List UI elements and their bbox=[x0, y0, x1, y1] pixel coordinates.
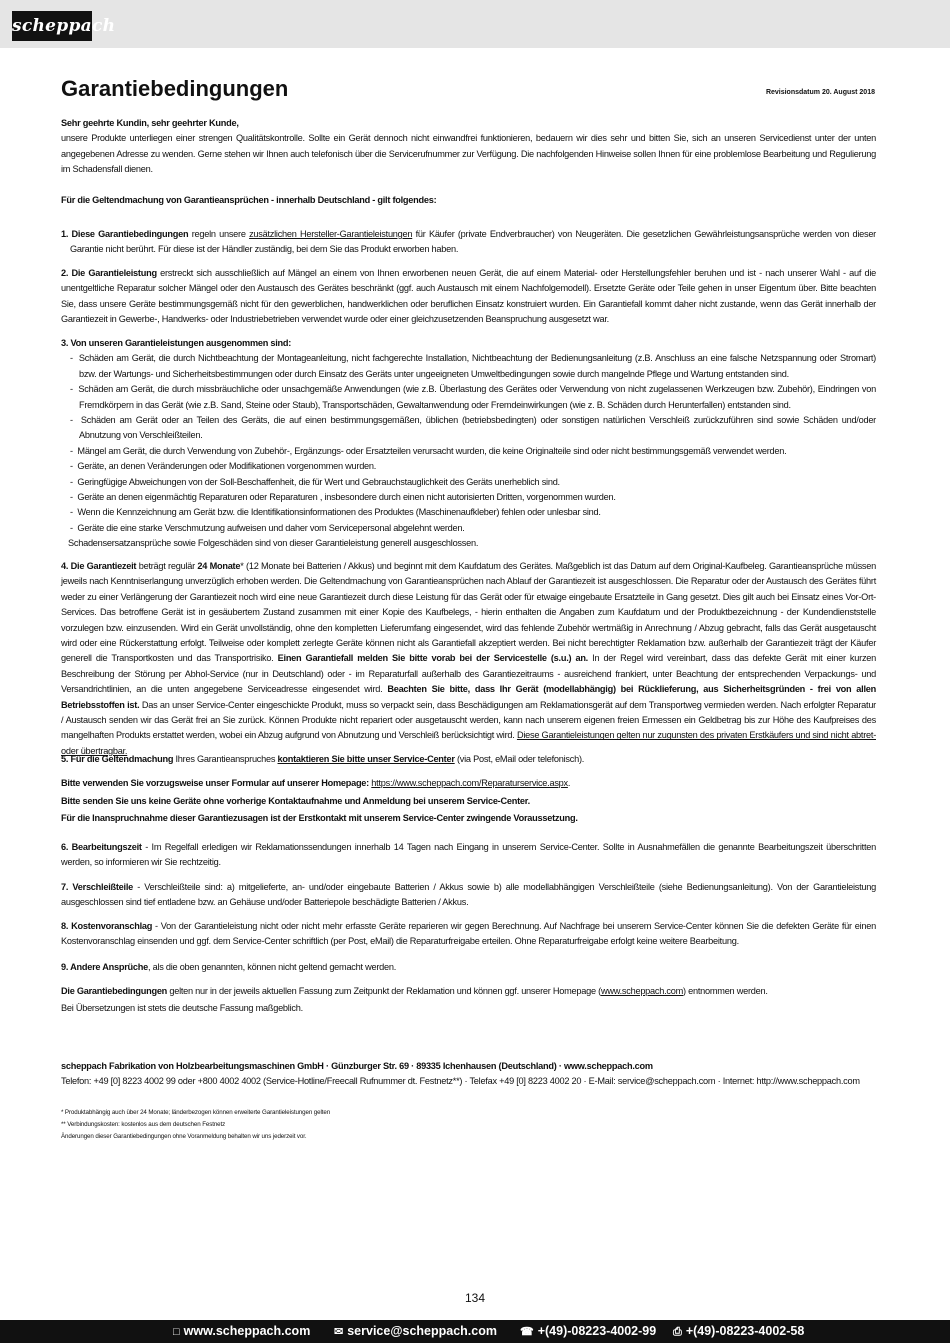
page-title: Garantiebedingungen bbox=[61, 76, 289, 101]
s1-text-2: für Käufer (private Endverbraucher) von Neugeräten. Die gesetzlichen Gewährleistungsansprüche werden von dieser Garantie nicht berührt. Für diese ist der Händler zuständig, bei dem Sie das Produkt erworben haben. bbox=[70, 229, 876, 255]
footer-bar bbox=[0, 1320, 950, 1343]
s3-item: - Schäden am Gerät, die durch Nichtbeachtung der Montageanleitung, nicht fachgerechte Installation, Nichtbeachtung der Bedienungsanleitung (z.B. Anschluss an eine falsche Netzspannung oder Stromart) bzw. der Wartungs- und Sicherheitsbestimmungen oder durch Einsatz des Geräts unter ungeeigneten Umweltbedingungen sowie durch mangelnde Pflege und Wartung entstanden sind. bbox=[70, 353, 876, 379]
s3-item: - Geringfügige Abweichungen von der Soll-Beschaffenheit, die für Wert und Gebrauchstauglichkeit des Geräts unerheblich sind. bbox=[70, 476, 560, 487]
s3-item: - Geräte an denen eigenmächtig Reparaturen oder Reparaturen , insbesondere durch einen nicht autorisierten Dritten, vorgenommen wurden. bbox=[70, 492, 616, 503]
monitor-icon: □ bbox=[173, 1326, 180, 1338]
company-line-1: scheppach Fabrikation von Holzbearbeitungsmaschinen GmbH · Günzburger Str. 69 · 89335 Ichenhausen (Deutschland) · www.scheppach.com bbox=[61, 1061, 653, 1071]
section-6: 6. Bearbeitungszeit - Im Regelfall erledigen wir Reklamationssendungen innerhalb 14 Tagen nach Eingang in unserem Service-Center. Sollte in Ausnahmefällen die genannte Bearbeitungszeit überschritten werden, so informieren wir Sie rechtzeitig. bbox=[61, 842, 876, 868]
s3-item: - Mängel am Gerät, die durch Verwendung von Zubehör-, Ergänzungs- oder Ersatzteilen verursacht wurden, die keine Originalteile sind oder nicht bestimmungsgemäß verwendet werden. bbox=[70, 445, 787, 456]
footnote: * Produktabhängig auch über 24 Monate; länderbezogen können erweiterte Garantieleistungen gelten bbox=[61, 1109, 331, 1116]
section-3 bbox=[61, 336, 876, 552]
s3-item: - Wenn die Kennzeichnung am Gerät bzw. die Identifikationsinformationen des Produktes (Maschinenaufkleber) fehlen oder unlesbar sind. bbox=[70, 507, 601, 518]
section-1 bbox=[61, 227, 876, 258]
s2-lead: 2. Die Garantieleistung bbox=[61, 268, 157, 278]
section-7: 7. Verschleißteile - Verschleißteile sind: a) mitgelieferte, an- und/oder eingebaute Batterien / Akkus sowie b) alle modellabhängigen Verschleißteile (siehe Bedienungsanleitung). Von der Garantieleistung ausgeschlossen sind tief entladene bzw. an Gehäuse und/oder Batteriepole beschädigte Batterien / Akkus. bbox=[61, 882, 876, 908]
s3-item: - Schäden am Gerät, die durch missbräuchliche oder unsachgemäße Anwendungen (wie z.B. Überlastung des Gerätes oder Verwendung von nicht zugelassenen Werkzeugen bzw. Zubehör), Eindringen von Fremdkörpern in das Gerät (wie z.B. Sand, Steine oder Staub), Transportschäden, Gewaltanwendung oder Fremdeinwirkungen (wie z. B. Schäden durch Herunterfallen) entstanden sind. bbox=[70, 384, 876, 410]
section-9: 9. Andere Ansprüche, als die oben genannten, können nicht geltend gemacht werden. bbox=[61, 962, 397, 972]
company-line-2: Telefon: +49 [0] 8223 4002 99 oder +800 4002 4002 (Service-Hotline/Freecall Rufnummer dt. Festnetz**) · Telefax +49 [0] 8223 4002 20 · E-Mail: service@scheppach.com · Internet: http://www.scheppach.com bbox=[61, 1076, 860, 1086]
scheppach-logo: scheppach bbox=[12, 11, 92, 41]
footer-fax[interactable]: ⎙ +(49)-08223-4002-58 bbox=[673, 1320, 804, 1344]
s1-lead: 1. Diese Garantiebedingungen bbox=[61, 229, 189, 239]
scope-heading: Für die Geltendmachung von Garantieansprüchen - innerhalb Deutschland - gilt folgendes: bbox=[61, 195, 437, 205]
footer-web[interactable]: □ www.scheppach.com bbox=[173, 1320, 310, 1344]
repair-form-link[interactable]: https://www.scheppach.com/Reparaturservice.aspx bbox=[371, 778, 568, 789]
phone-icon: ☎ bbox=[520, 1326, 534, 1338]
fax-icon: ⎙ bbox=[673, 1326, 682, 1338]
footnote: Änderungen dieser Garantiebedingungen ohne Voranmeldung behalten wir uns jederzeit vor. bbox=[61, 1133, 307, 1140]
intro bbox=[61, 116, 876, 178]
section-5: 5. Für die Geltendmachung Ihres Garantieanspruches kontaktieren Sie bitte unser Service-Center (via Post, eMail oder telefonisch). Bitte verwenden Sie vorzugsweise unser Formular auf unserer Homepage: https://www.scheppach.com/Reparaturservice.aspx. Bitte senden Sie uns keine Geräte ohne vorherige Kontaktaufnahme und Anmeldung bei unserem Service-Center. Für die Inanspruchnahme dieser Garantiezusagen ist der Erstkontakt mit unserem Service-Center zwingende Voraussetzung. bbox=[61, 754, 585, 824]
footer-email[interactable]: ✉ service@scheppach.com bbox=[334, 1320, 497, 1344]
validity: Die Garantiebedingungen gelten nur in der jeweils aktuellen Fassung zum Zeitpunkt der Reklamation und können ggf. unserer Homepage (www.scheppach.com) entnommen werden. Bei Übersetzungen ist stets die deutsche Fassung maßgeblich. bbox=[61, 986, 768, 1014]
header-bar bbox=[0, 0, 950, 48]
s3-item: - Schäden am Gerät oder an Teilen des Geräts, die auf einen bestimmungsgemäßen, üblichen (betriebsbedingten) oder sonstigen natürlichen Verschleiß zurückzuführen sind sowie Schäden und/oder Abnutzung von Verschleißteilen. bbox=[70, 415, 876, 441]
section-8: 8. Kostenvoranschlag - Von der Garantieleistung nicht oder nicht mehr erfasste Geräte reparieren wir gegen Berechnung. Auf Nachfrage bei unserem Service-Center können Sie die defekten Geräte für einen Kostenvoranschlag einsenden und ggf. dem Service-Center schriftlich (per Post, eMail) die Reparaturfreigabe erteilen. Ohne Reparaturfreigabe erfolgt keine weitere Bearbeitung. bbox=[61, 921, 876, 947]
s2-text: erstreckt sich ausschließlich auf Mängel an einem von Ihnen erworbenen neuen Gerät, die auf einem Material- oder Herstellungsfehler beruhen und ist - nach unserer Wahl - auf die unentgeltliche Reparatur solcher Mängel oder den Austausch des Gerätes beschränkt (ggf. auch Austausch mit einem Nachfolgemodell). Ersetzte Geräte oder Teile gehen in unser Eigentum über. Bitte beachten Sie, dass unsere Geräte bestimmungsgemäß nicht für den gewerblichen, handwerklichen oder beruflichen Einsatz konstruiert wurden. Ein Garantiefall kommt daher nicht zustande, wenn das Gerät innerhalb der Garantiezeit in Gewerbe-, Handwerks- oder Industriebetrieben verwendet wurde oder einer gleichzusetzenden Beanspruchung ausgesetzt war. bbox=[61, 268, 876, 325]
company-info bbox=[61, 1059, 876, 1089]
section-4: 4. Die Garantiezeit beträgt regulär 24 Monate* (12 Monate bei Batterien / Akkus) und beginnt mit dem Kaufdatum des Gerätes. Maßgeblich ist das Datum auf dem Original-Kaufbeleg. Garantieansprüche müssen jeweils nach Kenntniserlangung unverzüglich erhoben werden. Die Geltendmachung von Garantieansprüchen nach Ablauf der Garantiezeit ist ausgeschlossen. Die Reparatur oder der Austausch des Gerätes führt weder zu einer Verlängerung der Garantiezeit noch wird eine neue Garantiezeit durch diese Leistung für das Gerät oder für etwaige eingebaute Ersatzteile in Gang gesetzt. Dies gilt auch bei Einsatz eines Vor-Ort-Services. Das betroffene Gerät ist in gesäubertem Zustand zusammen mit einer Kopie des Kaufbelegs, - hierin enthalten die Angaben zum Kaufdatum und der Produktbezeichnung - der Kundendienststelle vorzulegen bzw. einzusenden. Wird ein Gerät unvollständig, ohne den kompletten Lieferumfang eingesendet, wird das fehlende Zubehör wertmäßig in Anrechnung / Abzug gebracht, falls das Gerät ausgetauscht wird oder eine Rückerstattung erfolgt. Teilweise oder komplett zerlegte Geräte können nicht als Garantiefall akzeptiert werden. Bei nicht berechtigter Reklamation bzw. außerhalb der Garantiezeit trägt der Käufer generell die Transportkosten und das Transportrisiko. Einen Garantiefall melden Sie bitte vorab bei der Servicestelle (s.u.) an. In der Regel wird vereinbart, dass das defekte Gerät mit einer kurzen Beschreibung der Störung per Abhol-Service (nur in Deutschland) oder - im Reparaturfall außerhalb des Garantiezeitraums - ausreichend frankiert, unter Beachtung der entsprechenden Verpackungs- und Versandrichtlinien, an die unten angegebene Serviceadresse eingesendet wird. Beachten Sie bitte, dass Ihr Gerät (modellabhängig) bei Rücklieferung, aus Sicherheitsgründen - frei von allen Betriebsstoffen ist. Das an unser Service-Center eingeschickte Produkt, muss so verpackt sein, dass Beschädigungen am Reklamationsgerät auf dem Transportweg vermieden werden. Nach erfolgter Reparatur / Austausch senden wir das Gerät frei an Sie zurück. Können Produkte nicht repariert oder ausgetauscht werden, kann nach unserem eigenen freien Ermessen ein Geldbetrag bis zur Höhe des Kaufpreises des mangelhaften Produkts erstattet werden, wobei ein Abzug aufgrund von Abnutzung und Verschleiß berücksichtigt wird. Diese Garantieleistungen gelten nur zugunsten des privaten Erstkäufers und sind nicht abtret- oder übertragbar. bbox=[61, 561, 877, 756]
s1-underline: zusätzlichen Hersteller-Garantieleistungen bbox=[249, 229, 413, 239]
section-2 bbox=[61, 266, 876, 328]
s3-item: - Geräte, an denen Veränderungen oder Modifikationen vorgenommen wurden. bbox=[70, 461, 377, 472]
footnote: ** Verbindungskosten: kostenlos aus dem deutschen Festnetz bbox=[61, 1121, 226, 1128]
page-number: 134 bbox=[464, 1291, 486, 1305]
s3-heading: 3. Von unseren Garantieleistungen ausgenommen sind: bbox=[61, 338, 292, 348]
intro-body: unsere Produkte unterliegen einer strengen Qualitätskontrolle. Sollte ein Gerät dennoch nicht einwandfrei funktionieren, bedauern wir dies sehr und bitten Sie, sich an unseren Servicedienst unter der unten angegebenen Adresse zu wenden. Gerne stehen wir Ihnen auch telefonisch über die Servicerufnummer zur Verfügung. Die nachfolgenden Hinweise sollen Ihnen für eine problemlose Bearbeitung und Regulierung im Schadensfall dienen. bbox=[61, 133, 876, 175]
homepage-link[interactable]: www.scheppach.com bbox=[600, 986, 684, 996]
revision-date: Revisionsdatum 20. August 2018 bbox=[765, 89, 875, 96]
s1-text: regeln unsere bbox=[188, 229, 250, 239]
s3-item: - Geräte die eine starke Verschmutzung aufweisen und daher vom Servicepersonal abgelehnt werden. bbox=[70, 522, 465, 533]
greeting: Sehr geehrte Kundin, sehr geehrter Kunde, bbox=[61, 118, 239, 128]
mail-icon: ✉ bbox=[334, 1326, 344, 1338]
footer-phone[interactable]: ☎ +(49)-08223-4002-99 bbox=[520, 1320, 656, 1344]
s3-closing: Schadensersatzansprüche sowie Folgeschäden sind von dieser Garantieleistung generell ausgeschlossen. bbox=[68, 538, 479, 549]
footnotes bbox=[61, 1107, 876, 1143]
